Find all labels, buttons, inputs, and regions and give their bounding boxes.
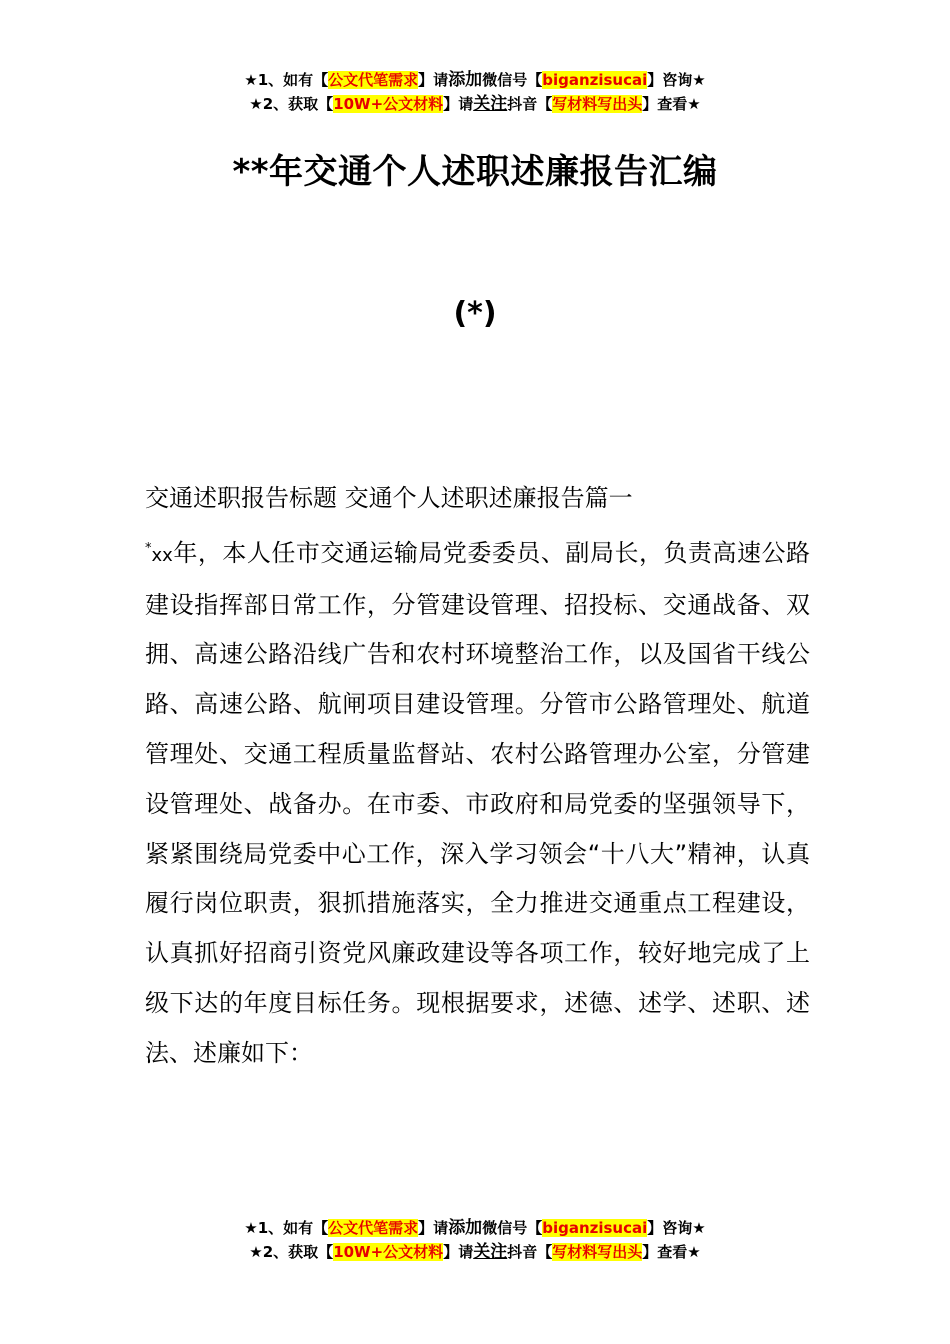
section-heading: 交通述职报告标题 交通个人述职述廉报告篇一 [145, 484, 633, 512]
promo-highlight: biganzisucai [542, 1219, 648, 1237]
promo-highlight: 写材料写出头 [552, 95, 643, 113]
promo-banner-bottom [0, 1216, 950, 1264]
promo-text: ★1、如有【 [244, 1219, 329, 1237]
promo-highlight: 写材料写出头 [552, 1243, 643, 1261]
promo-line-2 [0, 1240, 950, 1264]
promo-line-1 [0, 1216, 950, 1240]
promo-emphasis: 关注 [473, 1242, 508, 1262]
promo-text: ★1、如有【 [244, 71, 329, 89]
promo-text: 微信号【 [482, 71, 543, 89]
promo-text: 】咨询★ [647, 71, 706, 89]
promo-text: ★2、获取【 [249, 1243, 334, 1261]
promo-text: 抖音【 [507, 1243, 553, 1261]
promo-emphasis: 添加 [448, 1218, 483, 1238]
promo-banner-top [0, 68, 950, 116]
document-subtitle: (*) [453, 296, 497, 331]
promo-text: 】请 [418, 1219, 449, 1237]
promo-emphasis: 添加 [448, 70, 483, 90]
year-placeholder: xx [151, 544, 173, 566]
document-body [145, 474, 810, 1079]
promo-text: 】请 [418, 71, 449, 89]
promo-highlight: 公文代笔需求 [328, 1219, 419, 1237]
promo-text: 】请 [443, 95, 474, 113]
promo-highlight: 10W+公文材料 [333, 95, 444, 113]
document-title: **年交通个人述职述廉报告汇编 [232, 152, 718, 192]
promo-text: 抖音【 [507, 95, 553, 113]
promo-text: 微信号【 [482, 1219, 543, 1237]
promo-line-1 [0, 68, 950, 92]
promo-text: 】咨询★ [647, 1219, 706, 1237]
paragraph-text: 年，本人任市交通运输局党委委员、副局长，负责高速公路建设指挥部日常工作，分管建设管理、招投标、交通战备、双拥、高速公路沿线广告和农村环境整治工作，以及国省干线公路、高速公路、航闸项目建设管理。分管市公路管理处、航道管理处、交通工程质量监督站、农村公路管理办公室，分管建设管理处、战备办。在市委、市政府和局党委的坚强领导下，紧紧围绕局党委中心工作，深入学习领会“十八大”精神，认真履行岗位职责，狠抓措施落实，全力推进交通重点工程建设，认真抓好招商引资党风廉政建设等各项工作，较好地完成了上级下达的年度目标任务。现根据要求，述德、述学、述职、述法、述廉如下： [145, 538, 810, 1067]
paragraph-mark: * [145, 540, 152, 556]
promo-highlight: biganzisucai [542, 71, 648, 89]
promo-highlight: 10W+公文材料 [333, 1243, 444, 1261]
promo-emphasis: 关注 [473, 94, 508, 114]
body-paragraph [145, 524, 810, 1079]
promo-text: 】请 [443, 1243, 474, 1261]
promo-line-2 [0, 92, 950, 116]
promo-highlight: 公文代笔需求 [328, 71, 419, 89]
promo-text: 】查看★ [642, 1243, 701, 1261]
promo-text: ★2、获取【 [249, 95, 334, 113]
promo-text: 】查看★ [642, 95, 701, 113]
